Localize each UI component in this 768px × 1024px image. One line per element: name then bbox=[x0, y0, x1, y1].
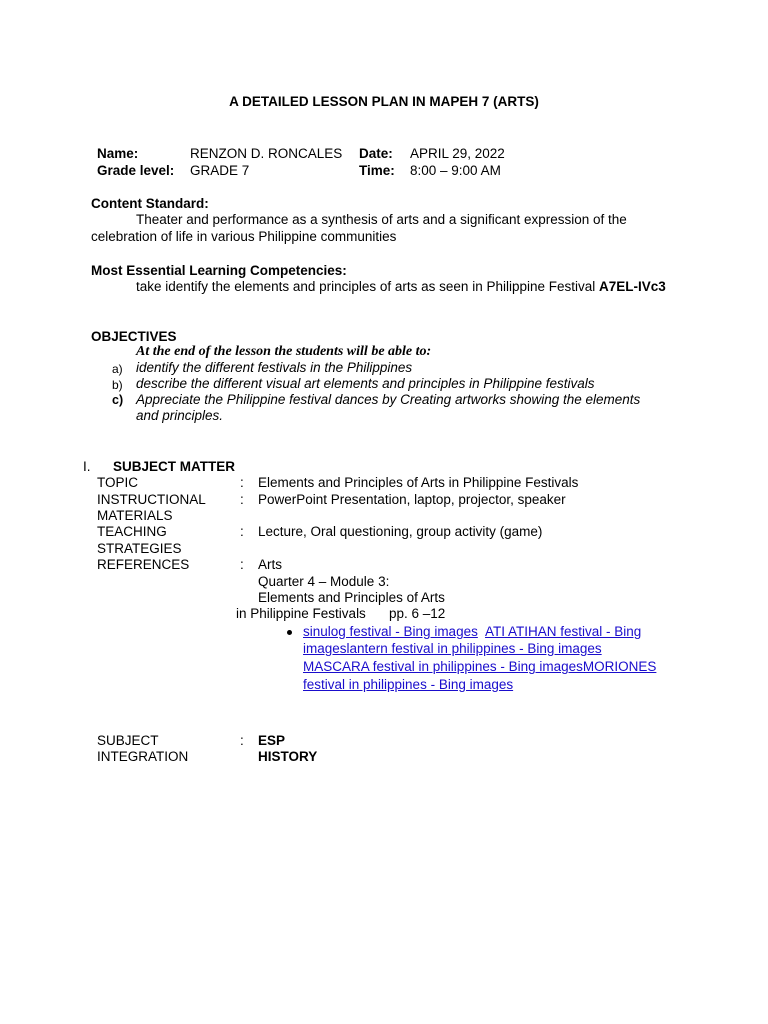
link-moriones[interactable]: festival in philippines - Bing images bbox=[303, 677, 514, 692]
integration-value-history: HISTORY bbox=[258, 749, 318, 764]
objectives-intro: At the end of the lesson the students will be able to: bbox=[136, 344, 432, 359]
melc-text-body: take identify the elements and principles of arts as seen in Philippine Festival bbox=[136, 279, 596, 294]
content-standard-line-2: celebration of life in various Philippine communities bbox=[91, 229, 397, 244]
integration-label-1: SUBJECT bbox=[97, 733, 159, 748]
objective-marker-b: b) bbox=[112, 378, 123, 392]
topic-colon: : bbox=[240, 475, 244, 490]
link-sinulog[interactable]: sinulog festival - Bing images bbox=[303, 624, 478, 639]
name-value: RENZON D. RONCALES bbox=[190, 146, 343, 161]
strategies-label-1: TEACHING bbox=[97, 524, 167, 539]
materials-colon: : bbox=[240, 492, 244, 507]
melc-heading: Most Essential Learning Competencies: bbox=[91, 263, 347, 278]
objective-item-c-line-1: Appreciate the Philippine festival dances by Creating artworks showing the elements bbox=[136, 392, 641, 407]
time-value: 8:00 – 9:00 AM bbox=[410, 163, 501, 178]
name-label: Name: bbox=[97, 146, 139, 161]
date-value: APRIL 29, 2022 bbox=[410, 146, 505, 161]
time-label: Time: bbox=[359, 163, 395, 178]
objectives-heading: OBJECTIVES bbox=[91, 329, 177, 344]
date-label: Date: bbox=[359, 146, 393, 161]
integration-colon: : bbox=[240, 733, 244, 748]
bullet-icon bbox=[287, 630, 292, 635]
subject-matter-heading: SUBJECT MATTER bbox=[113, 459, 236, 474]
link-lantern[interactable]: imageslantern festival in philippines - Bing images bbox=[303, 641, 602, 656]
materials-label-1: INSTRUCTIONAL bbox=[97, 492, 206, 507]
link-ati-atihan[interactable]: ATI ATIHAN festival - Bing bbox=[485, 624, 642, 639]
reference-pages: pp. 6 –12 bbox=[389, 606, 446, 621]
objective-marker-c: c) bbox=[112, 393, 124, 407]
melc-text bbox=[136, 279, 666, 295]
strategies-label-2: STRATEGIES bbox=[97, 541, 182, 556]
reference-line-4a: in Philippine Festivals bbox=[236, 606, 366, 621]
materials-value: PowerPoint Presentation, laptop, projector, speaker bbox=[258, 492, 566, 507]
objective-item-a: identify the different festivals in the Philippines bbox=[136, 360, 413, 375]
objective-marker-a: a) bbox=[112, 362, 123, 376]
melc-code: A7EL-IVc3 bbox=[599, 279, 666, 294]
references-label: REFERENCES bbox=[97, 557, 190, 572]
materials-label-2: MATERIALS bbox=[97, 508, 173, 523]
objective-item-b: describe the different visual art elements and principles in Philippine festivals bbox=[136, 376, 595, 391]
section-numeral: I. bbox=[83, 459, 91, 474]
grade-value: GRADE 7 bbox=[190, 163, 250, 178]
references-colon: : bbox=[240, 557, 244, 572]
topic-value: Elements and Principles of Arts in Philippine Festivals bbox=[258, 475, 579, 490]
strategies-colon: : bbox=[240, 524, 244, 539]
content-standard-line-1: Theater and performance as a synthesis of arts and a significant expression of the bbox=[136, 212, 627, 227]
reference-line-3: Elements and Principles of Arts bbox=[258, 590, 445, 605]
reference-line-2: Quarter 4 – Module 3: bbox=[258, 574, 390, 589]
strategies-value: Lecture, Oral questioning, group activity (game) bbox=[258, 524, 543, 539]
link-mascara[interactable]: MASCARA festival in philippines - Bing imagesMORIONES bbox=[303, 659, 657, 674]
reference-line-1: Arts bbox=[258, 557, 283, 572]
page-title: A DETAILED LESSON PLAN IN MAPEH 7 (ARTS) bbox=[229, 94, 539, 109]
objective-item-c-line-2: and principles. bbox=[136, 408, 224, 423]
integration-label-2: INTEGRATION bbox=[97, 749, 189, 764]
grade-label: Grade level: bbox=[97, 163, 175, 178]
content-standard-heading: Content Standard: bbox=[91, 196, 209, 211]
topic-label: TOPIC bbox=[97, 475, 139, 490]
integration-value-esp: ESP bbox=[258, 733, 286, 748]
